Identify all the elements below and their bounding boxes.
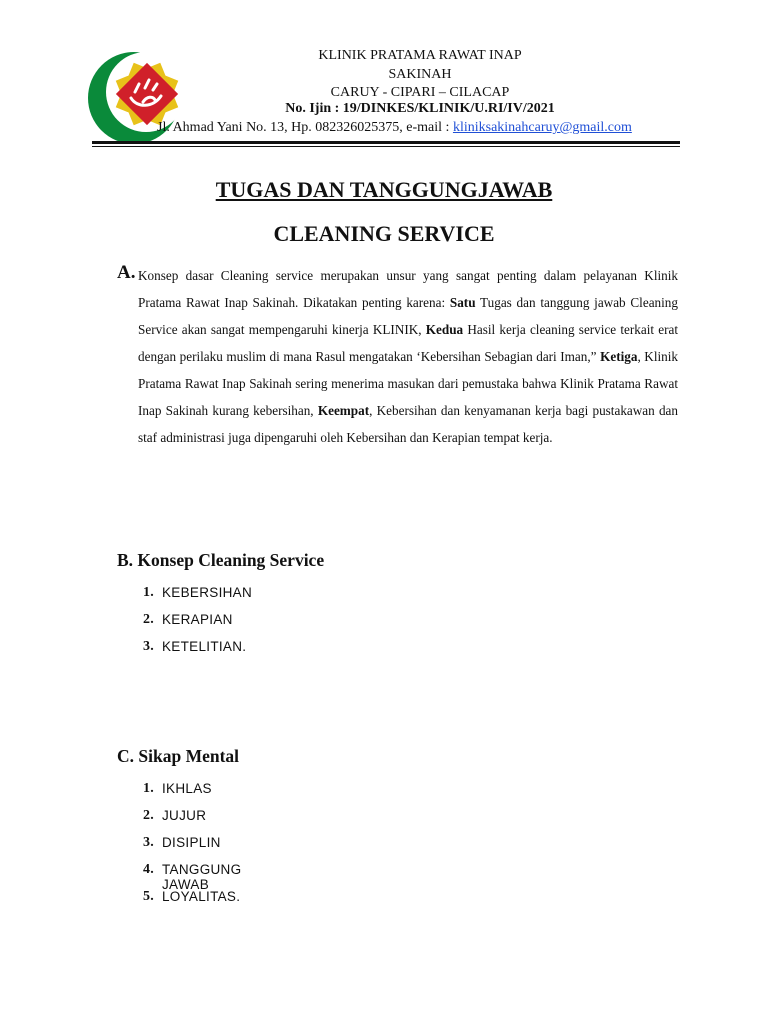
list-text: KERAPIAN: [162, 612, 233, 627]
clinic-subname: SAKINAH: [388, 67, 452, 82]
section-c-heading: C. Sikap Mental: [117, 746, 240, 766]
para-bold: Keempat: [317, 403, 370, 418]
header-rule-thin: [92, 146, 680, 147]
section-b-heading: B. Konsep Cleaning Service: [117, 550, 325, 570]
clinic-license: No. Ijin : 19/DINKES/KLINIK/U.RI/IV/2021: [285, 101, 555, 116]
clinic-name: KLINIK PRATAMA RAWAT INAP: [318, 48, 522, 63]
list-text: IKHLAS: [162, 781, 212, 796]
email-link[interactable]: kliniksakinahcaruy@gmail.com: [452, 120, 632, 135]
list-number: 5.: [143, 889, 155, 904]
header-rule-thick: [92, 141, 680, 144]
section-a-paragraph: [138, 262, 678, 451]
list-text: TANGGUNG JAWAB: [162, 862, 242, 892]
list-text: KEBERSIHAN: [162, 585, 253, 600]
document-subtitle: CLEANING SERVICE: [273, 221, 495, 246]
para-bold: Ketiga: [600, 349, 638, 364]
para-text: Tugas dan tanggung jawab Cleaning Service akan sangat mempengaruhi kinerja KLINIK,: [138, 295, 678, 337]
document-title: TUGAS DAN TANGGUNGJAWAB: [215, 177, 553, 202]
para-text: , Kebersihan dan kenyamanan kerja bagi pustakawan dan staf administrasi juga dipengaruhi oleh Kebersihan dan Kerapian tempat kerja.: [138, 403, 678, 445]
clinic-address: [157, 119, 632, 137]
list-text: LOYALITAS.: [162, 889, 241, 904]
list-number: 2.: [143, 808, 155, 823]
list-text: JUJUR: [162, 808, 207, 823]
para-text: , Klinik Pratama Rawat Inap Sakinah sering menerima masukan dari pemustaka bahwa Klinik Pratama Rawat Inap Sakinah kurang kebersihan,: [138, 349, 679, 418]
list-text: DISIPLIN: [162, 835, 221, 850]
clinic-location: CARUY - CIPARI – CILACAP: [330, 85, 510, 100]
list-number: 3.: [143, 639, 155, 654]
para-text: Konsep dasar Cleaning service merupakan unsur yang sangat penting dalam pelayanan Klinik Pratama Rawat Inap Sakinah. Dikatakan penting karena:: [138, 268, 678, 310]
para-text: Hasil kerja cleaning service terkait erat dengan perilaku muslim di mana Rasul mengatakan ‘Kebersihan Sebagian dari Iman,”: [138, 322, 678, 364]
address-text: Jl. Ahmad Yani No. 13, Hp. 082326025375, e-mail :: [157, 120, 453, 135]
section-a-letter: A.: [117, 262, 136, 283]
para-bold: Satu: [449, 295, 476, 310]
list-number: 4.: [143, 862, 155, 877]
list-number: 1.: [143, 585, 155, 600]
list-number: 1.: [143, 781, 155, 796]
list-number: 2.: [143, 612, 155, 627]
list-text: KETELITIAN.: [162, 639, 247, 654]
list-number: 3.: [143, 835, 155, 850]
para-bold: Kedua: [425, 322, 464, 337]
